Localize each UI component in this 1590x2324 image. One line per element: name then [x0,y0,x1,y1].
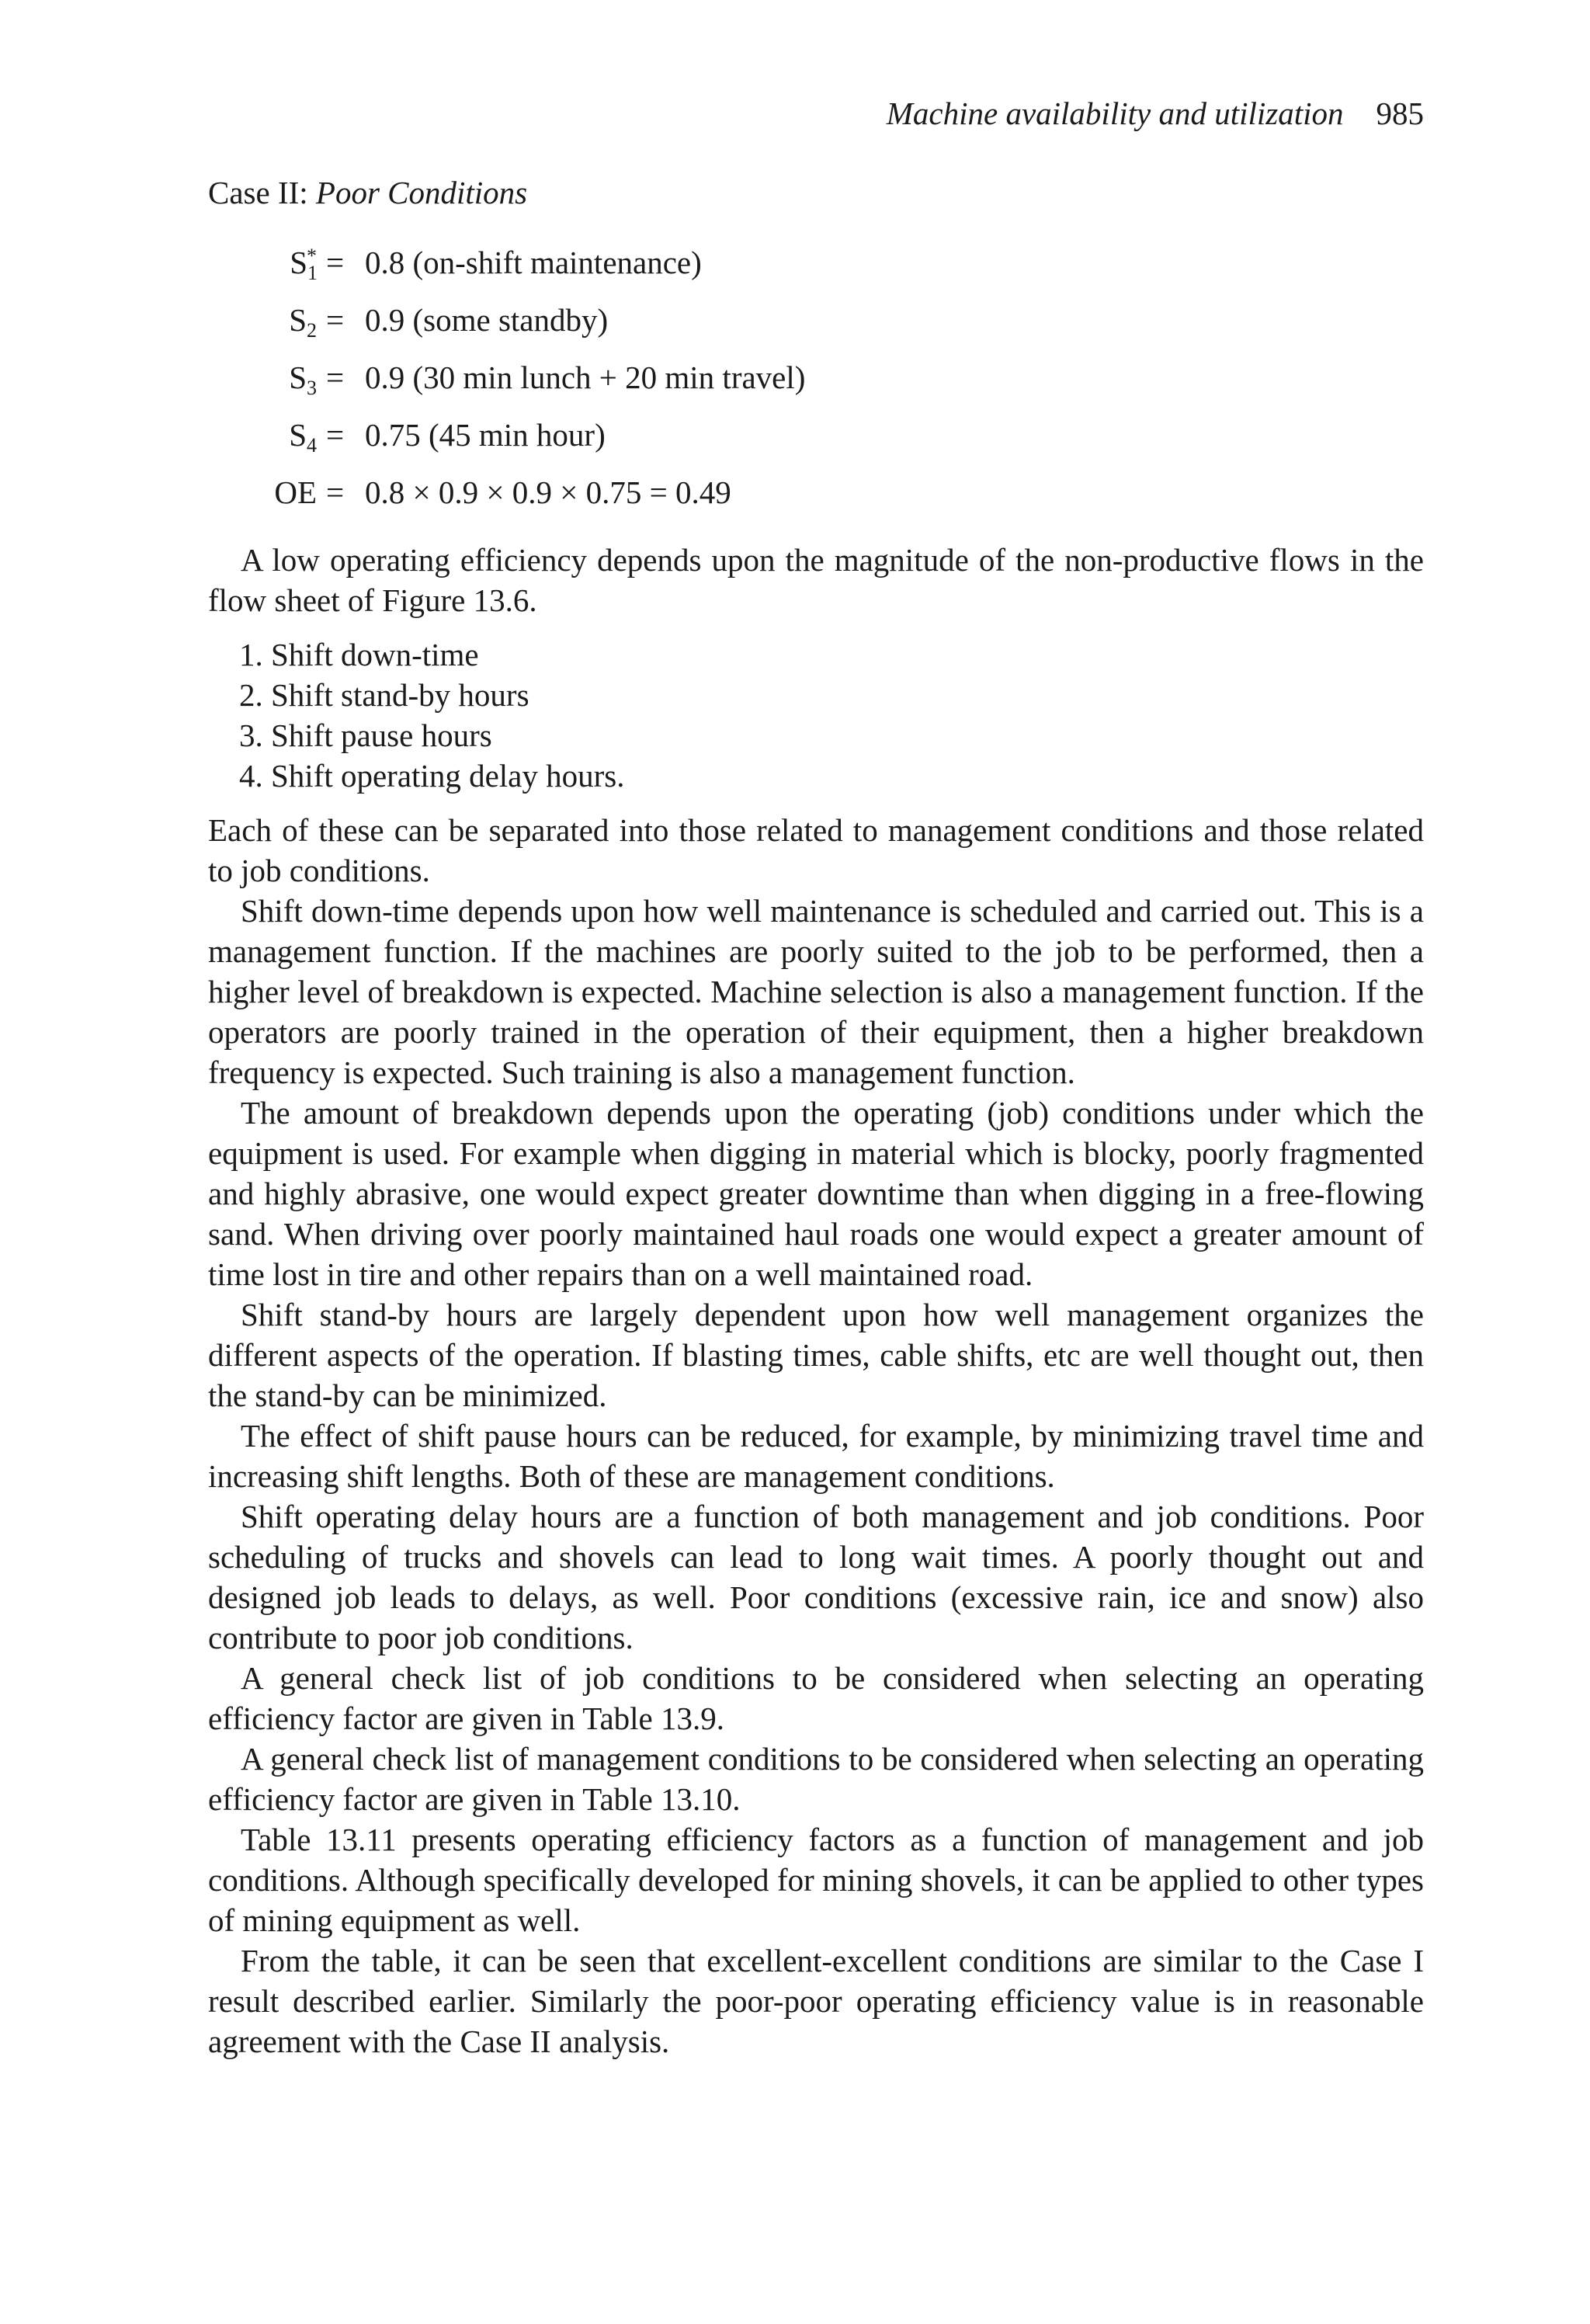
equation-rhs: 0.8 (on-shift maintenance) [365,245,702,280]
paragraph: Table 13.11 presents operating efficiency factors as a function of management and job conditions. Although specifically developed for mining shovels, it can be applied to other types of mining equipment as well. [208,1822,1424,1938]
list-item [208,634,1424,675]
paragraph: A general check list of management conditions to be considered when selecting an operating efficiency factor are given in Table 13.10. [208,1741,1424,1817]
paragraph: Shift operating delay hours are a function of both management and job conditions. Poor scheduling of trucks and shovels can lead to long wait times. A poorly thought out and designed job leads to delays, as well. Poor conditions (excessive rain, ice and snow) also contribute to poor job conditions. [208,1499,1424,1655]
paragraph: From the table, it can be seen that excellent-excellent conditions are similar to the Case I result described earlier. Similarly the poor-poor operating efficiency value is in reasonable agreement with the Case II analysis. [208,1943,1424,2059]
equation-lhs: $S_2$ [289,302,317,342]
list-text: Shift pause hours [271,717,492,753]
running-header [887,92,1424,135]
equation-lhs: $S_4$ [289,417,317,457]
case-label: Case II: [208,175,308,210]
chapter-title: Machine availability and utilization [886,96,1344,131]
list-item [208,675,1424,715]
equals-sign: = [326,360,345,395]
list-item [208,715,1424,756]
paragraph: A low operating efficiency depends upon the magnitude of the non-productive flows in the flow sheet of Figure 13.6. [208,542,1424,618]
list-item [208,756,1424,796]
case-name: Poor Conditions [315,175,528,210]
list-number: 1. [239,637,263,672]
list-number: 3. [239,717,263,753]
equation-lhs: OE [274,474,317,510]
paragraph: The amount of breakdown depends upon the operating (job) conditions under which the equipment is used. For example when digging in material which is blocky, poorly fragmented and highly abrasive, one would expect greater downtime than when digging in a free-flowing sand. When driving over poorly maintained haul roads one would expect a greater amount of time lost in tire and other repairs than on a well maintained road. [208,1095,1424,1292]
equation-rhs: 0.9 (30 min lunch + 20 min travel) [365,360,806,395]
list-number: 2. [239,677,263,713]
equals-sign: = [326,417,345,453]
equals-sign: = [326,474,345,510]
body-text [208,540,1424,2062]
list-text: Shift down-time [271,637,479,672]
equals-sign: = [326,245,345,280]
paragraph: Shift down-time depends upon how well maintenance is scheduled and carried out. This is a management function. If the machines are poorly suited to the job to be performed, then a higher level of breakdown is expected. Machine selection is also a management function. If the operators are poorly trained in the operation of their equipment, then a higher breakdown frequency is expected. Such training is also a management function. [208,893,1424,1090]
equation-rhs: 0.75 (45 min hour) [365,417,606,453]
page-number: 985 [1376,96,1424,131]
list-number: 4. [239,758,263,794]
equation-lhs: $S_1^*$ [290,245,318,284]
paragraph: The effect of shift pause hours can be reduced, for example, by minimizing travel time and increasing shift lengths. Both of these are management conditions. [208,1418,1424,1494]
equation-rhs: 0.8 × 0.9 × 0.9 × 0.75 = 0.49 [365,474,731,510]
list-text: Shift stand-by hours [271,677,529,713]
equation-lhs: $S_3$ [289,360,317,399]
equation-rhs: 0.9 (some standby) [365,302,609,338]
paragraph: Each of these can be separated into those related to management conditions and those related to job conditions. [208,812,1424,888]
numbered-list [208,634,1424,796]
equals-sign: = [326,302,345,338]
list-text: Shift operating delay hours. [271,758,625,794]
paragraph: Shift stand-by hours are largely dependent upon how well management organizes the different aspects of the operation. If blasting times, cable shifts, etc are well thought out, then the stand-by can be minimized. [208,1297,1424,1413]
paragraph: A general check list of job conditions to be considered when selecting an operating efficiency factor are given in Table 13.9. [208,1660,1424,1736]
case-heading [208,171,527,214]
